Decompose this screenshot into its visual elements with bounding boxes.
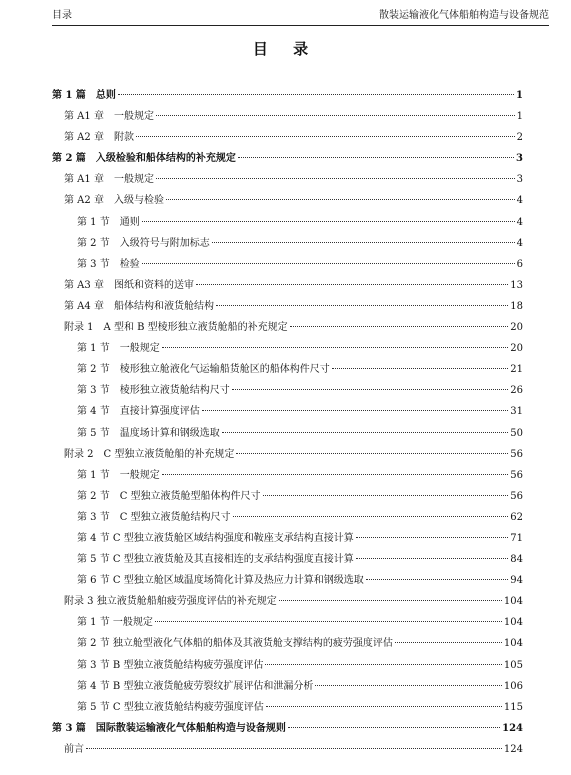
toc-entry-page-number: 105 — [503, 659, 523, 671]
toc-entry-label: 第 A2 章 附款 — [64, 132, 134, 144]
toc-entry[interactable] — [52, 743, 523, 764]
dot-leader — [156, 178, 515, 179]
toc-entry-label: 第 3 节 棱形独立液货舱结构尺寸 — [77, 385, 230, 397]
dot-leader — [288, 727, 500, 728]
dot-leader — [86, 748, 502, 749]
toc-entry[interactable] — [52, 427, 523, 448]
toc-entry-page-number: 1 — [516, 111, 523, 123]
toc-entry-page-number: 84 — [510, 554, 523, 566]
toc-entry-page-number: 124 — [502, 722, 523, 734]
toc-entry[interactable] — [52, 110, 523, 131]
toc-entry-page-number: 4 — [516, 237, 523, 249]
toc-entry-label: 第 3 节 C 型独立液货舱结构尺寸 — [77, 511, 231, 523]
toc-entry[interactable] — [52, 216, 523, 237]
toc-entry-page-number: 3 — [516, 174, 523, 186]
dot-leader — [236, 453, 508, 454]
toc-entry[interactable] — [52, 363, 523, 384]
toc-entry-label: 第 A3 章 图纸和资料的送审 — [64, 279, 194, 291]
header-section-label: 目录 — [52, 10, 72, 21]
toc-entry[interactable] — [52, 194, 523, 215]
toc-entry[interactable] — [52, 469, 523, 490]
dot-leader — [142, 221, 515, 222]
toc-entry[interactable] — [52, 701, 523, 722]
toc-entry-page-number: 50 — [510, 427, 523, 439]
toc-entry[interactable] — [52, 532, 523, 553]
toc-entry-label: 第 4 节 C 型独立液货舱区域结构强度和鞍座支承结构直接计算 — [77, 532, 354, 544]
dot-leader — [136, 136, 515, 137]
toc-entry-page-number: 20 — [510, 343, 523, 355]
toc-entry-page-number: 115 — [503, 701, 523, 713]
toc-entry-label: 第 1 节 一般规定 — [77, 343, 160, 355]
dot-leader — [212, 242, 515, 243]
toc-entry[interactable] — [52, 258, 523, 279]
dot-leader — [156, 115, 515, 116]
dot-leader — [118, 94, 514, 95]
toc-entry-page-number: 124 — [503, 743, 523, 755]
toc-entry-label: 第 3 篇 国际散装运输液化气体船舶构造与设备规则 — [52, 722, 286, 734]
toc-title: 目 录 — [252, 40, 319, 58]
toc-entry-page-number: 13 — [510, 279, 523, 291]
toc-entry[interactable] — [52, 321, 523, 342]
toc-entry-page-number: 31 — [510, 406, 523, 418]
toc-entry-page-number: 56 — [510, 448, 523, 460]
dot-leader — [315, 685, 501, 686]
toc-entry[interactable] — [52, 131, 523, 152]
toc-entry[interactable] — [52, 152, 523, 173]
toc-entry-label: 第 2 节 C 型独立液货舱型船体构件尺寸 — [77, 490, 261, 502]
dot-leader — [266, 706, 502, 707]
toc-entry[interactable] — [52, 659, 523, 680]
dot-leader — [142, 263, 515, 264]
toc-entry-label: 第 A1 章 一般规定 — [64, 174, 154, 186]
header-document-title: 散装运输液化气体船舶构造与设备规范 — [379, 10, 549, 21]
dot-leader — [395, 642, 502, 643]
toc-entry-label: 第 1 节 一般规定 — [77, 469, 160, 481]
dot-leader — [332, 368, 509, 369]
toc-entry[interactable] — [52, 722, 523, 743]
dot-leader — [279, 600, 502, 601]
dot-leader — [290, 326, 509, 327]
toc-entry-page-number: 3 — [516, 153, 523, 165]
dot-leader — [166, 199, 515, 200]
toc-entry-label: 第 1 节 通则 — [77, 216, 140, 228]
toc-entry-label: 第 A4 章 船体结构和液货舱结构 — [64, 300, 214, 312]
toc-entry[interactable] — [52, 237, 523, 258]
dot-leader — [263, 495, 509, 496]
toc-entry-label: 第 6 节 C 型独立舱区域温度场简化计算及热应力计算和钢级选取 — [77, 575, 364, 587]
toc-entry-page-number: 62 — [510, 511, 523, 523]
toc-entry[interactable] — [52, 637, 523, 658]
toc-entry-label: 第 A1 章 一般规定 — [64, 111, 154, 123]
toc-entry-page-number: 20 — [510, 322, 523, 334]
toc-entry-page-number: 56 — [510, 490, 523, 502]
toc-entry-label: 第 2 篇 入级检验和船体结构的补充规定 — [52, 153, 236, 165]
toc-entry[interactable] — [52, 616, 523, 637]
toc-entry-label: 第 1 节 一般规定 — [77, 617, 153, 629]
toc-entry[interactable] — [52, 680, 523, 701]
dot-leader — [162, 474, 509, 475]
toc-entry-label: 第 2 节 入级符号与附加标志 — [77, 237, 210, 249]
toc-entry-label: 第 5 节 温度场计算和钢级选取 — [77, 427, 220, 439]
toc-entry-page-number: 6 — [516, 258, 523, 270]
toc-entry[interactable] — [52, 173, 523, 194]
toc-entry-label: 第 2 节 独立舱型液化气体船的船体及其液货舱支撑结构的疲劳强度评估 — [77, 638, 393, 650]
toc-entry[interactable] — [52, 300, 523, 321]
dot-leader — [356, 558, 509, 559]
dot-leader — [366, 579, 509, 580]
toc-entry-page-number: 18 — [510, 300, 523, 312]
toc-entry-page-number: 21 — [510, 364, 523, 376]
toc-entry[interactable] — [52, 89, 523, 110]
toc-entry[interactable] — [52, 448, 523, 469]
toc-entry[interactable] — [52, 384, 523, 405]
toc-entry-page-number: 94 — [510, 575, 523, 587]
toc-entry-label: 附录 3 独立液货舱船舶疲劳强度评估的补充规定 — [64, 596, 277, 608]
toc-entry-label: 第 5 节 C 型独立液货舱结构疲劳强度评估 — [77, 701, 264, 713]
toc-entry-label: 第 2 节 棱形独立舱液化气运输船货舱区的船体构件尺寸 — [77, 364, 330, 376]
toc-entry-label: 附录 1 A 型和 B 型棱形独立液货舱船的补充规定 — [64, 322, 288, 334]
toc-entry-page-number: 71 — [510, 532, 523, 544]
dot-leader — [222, 432, 509, 433]
toc-entry-page-number: 104 — [503, 638, 523, 650]
dot-leader — [196, 284, 508, 285]
toc-entry[interactable] — [52, 279, 523, 300]
toc-entry-page-number: 104 — [503, 596, 523, 608]
toc-entry-page-number: 1 — [516, 90, 523, 101]
dot-leader — [162, 347, 509, 348]
toc-entry-label: 前言 — [64, 743, 84, 755]
toc-entry[interactable] — [52, 553, 523, 574]
dot-leader — [238, 157, 514, 158]
toc-entry-label: 第 5 节 C 型独立液货舱及其直接相连的支承结构强度直接计算 — [77, 554, 354, 566]
dot-leader — [232, 389, 509, 390]
toc-entry-page-number: 2 — [516, 132, 523, 144]
toc-entry-label: 第 1 篇 总则 — [52, 90, 116, 101]
toc-entry[interactable] — [52, 574, 523, 595]
toc-entry[interactable] — [52, 511, 523, 532]
toc-entry[interactable] — [52, 490, 523, 511]
toc-entry-label: 第 A2 章 入级与检验 — [64, 195, 164, 207]
toc-entry[interactable] — [52, 405, 523, 426]
table-of-contents — [52, 89, 523, 764]
toc-entry-page-number: 104 — [503, 617, 523, 629]
toc-entry-label: 附录 2 C 型独立液货舱船的补充规定 — [64, 448, 235, 460]
toc-entry-page-number: 106 — [503, 680, 523, 692]
dot-leader — [233, 516, 509, 517]
dot-leader — [356, 537, 509, 538]
toc-entry-label: 第 3 节 检验 — [77, 258, 140, 270]
toc-entry[interactable] — [52, 595, 523, 616]
dot-leader — [216, 305, 508, 306]
dot-leader — [265, 664, 501, 665]
toc-entry-label: 第 4 节 B 型独立液货舱疲劳裂纹扩展评估和泄漏分析 — [77, 680, 314, 692]
toc-entry-page-number: 26 — [510, 385, 523, 397]
toc-entry-page-number: 56 — [510, 469, 523, 481]
toc-entry-label: 第 4 节 直接计算强度评估 — [77, 406, 200, 418]
toc-entry-page-number: 4 — [516, 195, 523, 207]
page-header — [52, 9, 549, 26]
dot-leader — [202, 410, 509, 411]
toc-entry[interactable] — [52, 342, 523, 363]
dot-leader — [155, 621, 502, 622]
toc-entry-page-number: 4 — [516, 216, 523, 228]
toc-entry-label: 第 3 节 B 型独立液货舱结构疲劳强度评估 — [77, 659, 264, 671]
